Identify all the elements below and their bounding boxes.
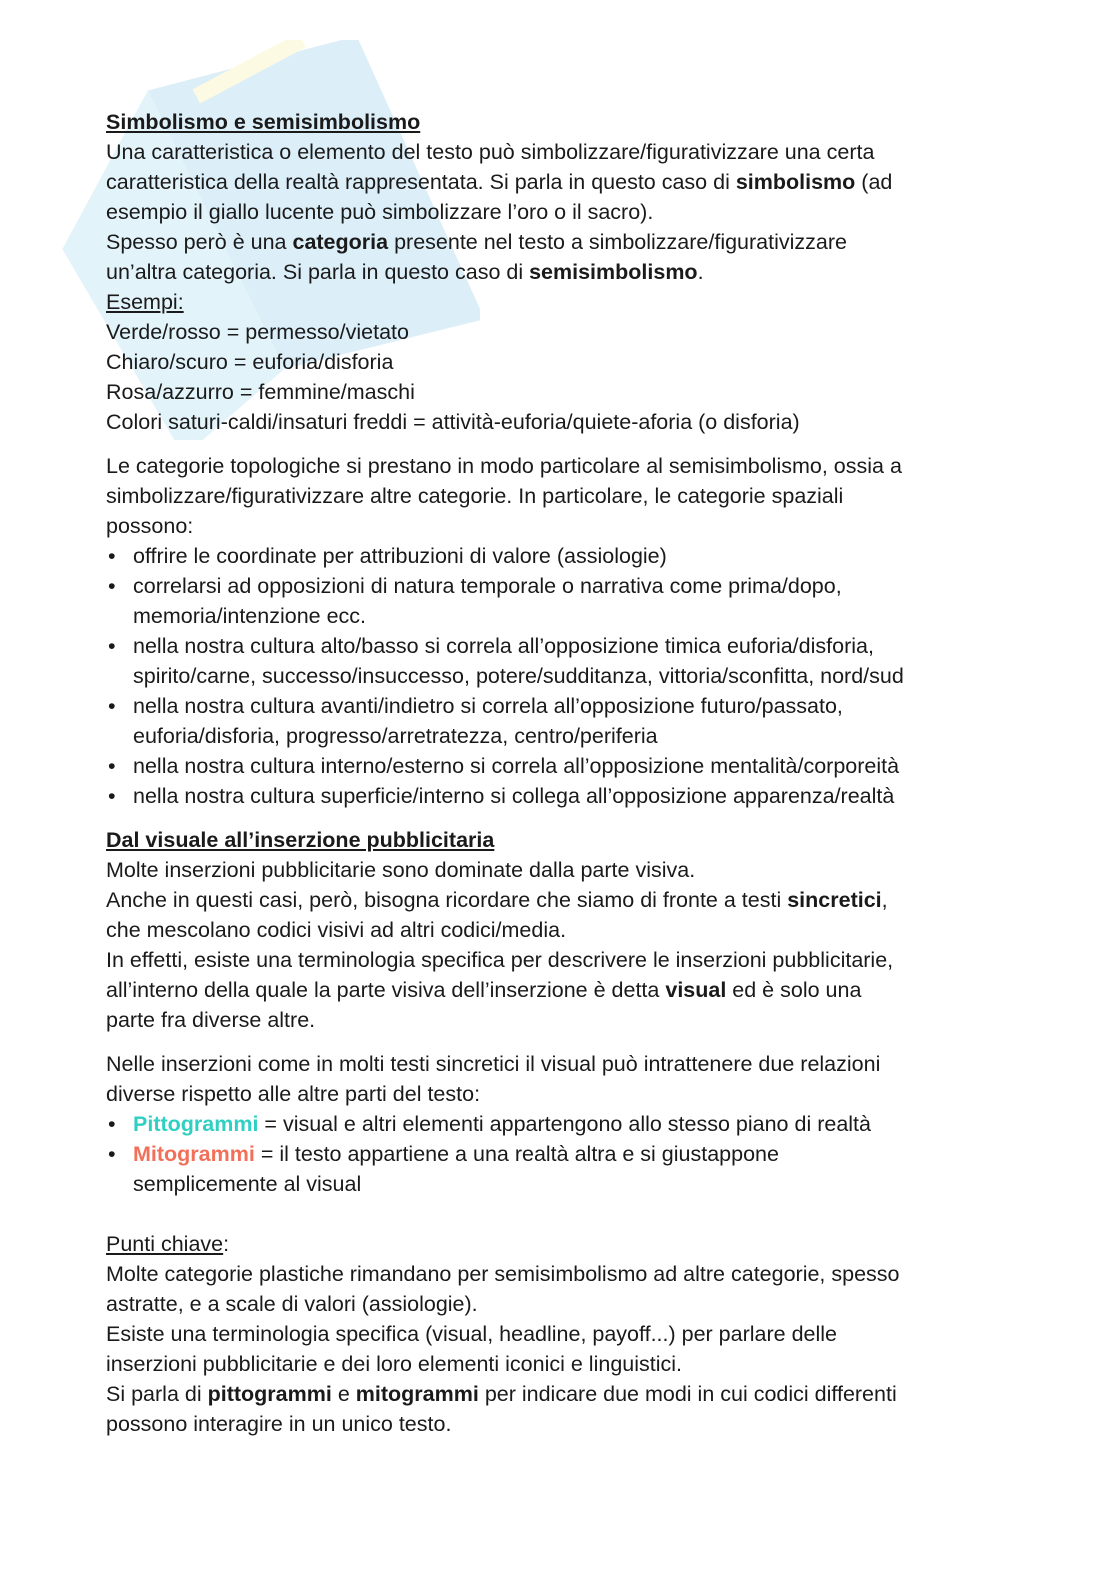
term-semisimbolismo: semisimbolismo — [529, 260, 698, 284]
bullet-item: • nella nostra cultura superficie/interno si collega all’opposizione apparenza/realtà — [106, 781, 1026, 811]
bullet-item-pittogrammi: • Pittogrammi = visual e altri elementi appartengono allo stesso piano di realtà — [106, 1109, 1026, 1139]
paragraph-line: astratte, e a scale di valori (assiologie). — [106, 1292, 478, 1316]
bullet-continuation: euforia/disforia, progresso/arretratezza, centro/periferia — [133, 724, 658, 748]
paragraph-line: diverse rispetto alle altre parti del testo: — [106, 1082, 481, 1106]
paragraph-line: Nelle inserzioni come in molti testi sincretici il visual può intrattenere due relazioni — [106, 1052, 881, 1076]
paragraph-line: esempio il giallo lucente può simbolizzare l’oro o il sacro). — [106, 200, 654, 224]
esempi-label: Esempi: — [106, 290, 184, 314]
paragraph-line: Molte categorie plastiche rimandano per semisimbolismo ad altre categorie, spesso — [106, 1262, 900, 1286]
example-item: Rosa/azzurro = femmine/maschi — [106, 380, 415, 404]
key-points-heading: Punti chiave: — [106, 1232, 230, 1256]
term-mitogrammi-colored: Mitogrammi — [133, 1142, 255, 1166]
bullet-item: • offrire le coordinate per attribuzioni di valore (assiologie) — [106, 541, 1026, 571]
paragraph-line: Anche in questi casi, però, bisogna ricordare che siamo di fronte a testi sincretici, — [106, 888, 888, 912]
bullet-item: • nella nostra cultura avanti/indietro si correla all’opposizione futuro/passato, — [106, 691, 1026, 721]
bullet-item-mitogrammi: • Mitogrammi = il testo appartiene a una realtà altra e si giustappone — [106, 1139, 1026, 1169]
paragraph-line: un’altra categoria. Si parla in questo caso di semisimbolismo. — [106, 260, 704, 284]
paragraph-line: parte fra diverse altre. — [106, 1008, 316, 1032]
paragraph-line: inserzioni pubblicitarie e dei loro elementi iconici e linguistici. — [106, 1352, 683, 1376]
paragraph-line: all’interno della quale la parte visiva dell’inserzione è detta visual ed è solo una — [106, 978, 862, 1002]
paragraph-line: In effetti, esiste una terminologia specifica per descrivere le inserzioni pubblicitarie, — [106, 948, 894, 972]
paragraph-line: Una caratteristica o elemento del testo può simbolizzare/figurativizzare una certa — [106, 140, 875, 164]
term-simbolismo: simbolismo — [735, 170, 856, 194]
bullet-continuation: memoria/intenzione ecc. — [133, 604, 367, 628]
paragraph-line: caratteristica della realtà rappresentata. Si parla in questo caso di simbolismo (ad — [106, 170, 893, 194]
paragraph-line: simbolizzare/figurativizzare altre categorie. In particolare, le categorie spaziali — [106, 484, 844, 508]
paragraph-line: che mescolano codici visivi ad altri codici/media. — [106, 918, 567, 942]
paragraph-line: Esiste una terminologia specifica (visual, headline, payoff...) per parlare delle — [106, 1322, 837, 1346]
bullet-continuation: spirito/carne, successo/insuccesso, potere/sudditanza, vittoria/sconfitta, nord/sud — [133, 664, 904, 688]
section-title-visuale: Dal visuale all’inserzione pubblicitaria — [106, 828, 495, 852]
paragraph-line: possono: — [106, 514, 194, 538]
example-item: Verde/rosso = permesso/vietato — [106, 320, 409, 344]
bullet-item: • correlarsi ad opposizioni di natura temporale o narrativa come prima/dopo, — [106, 571, 1026, 601]
bullet-item: • nella nostra cultura interno/esterno si correla all’opposizione mentalità/corporeità — [106, 751, 1026, 781]
term-pittogrammi-colored: Pittogrammi — [133, 1112, 259, 1136]
paragraph-line: Si parla di pittogrammi e mitogrammi per indicare due modi in cui codici differenti — [106, 1382, 897, 1406]
term-sincretici: sincretici — [787, 888, 882, 912]
bullet-item: • nella nostra cultura alto/basso si correla all’opposizione timica euforia/disforia, — [106, 631, 1026, 661]
term-categoria: categoria — [292, 230, 389, 254]
section-title-simbolismo: Simbolismo e semisimbolismo — [106, 110, 421, 134]
example-item: Chiaro/scuro = euforia/disforia — [106, 350, 394, 374]
example-item: Colori saturi-caldi/insaturi freddi = attività-euforia/quiete-aforia (o disforia) — [106, 410, 800, 434]
paragraph-line: Spesso però è una categoria presente nel testo a simbolizzare/figurativizzare — [106, 230, 847, 254]
bullet-continuation: semplicemente al visual — [133, 1172, 362, 1196]
paragraph-line: possono interagire in un unico testo. — [106, 1412, 452, 1436]
paragraph-line: Molte inserzioni pubblicitarie sono dominate dalla parte visiva. — [106, 858, 696, 882]
document-page — [106, 107, 1026, 1439]
term-visual: visual — [665, 978, 727, 1002]
paragraph-line: Le categorie topologiche si prestano in modo particolare al semisimbolismo, ossia a — [106, 454, 902, 478]
